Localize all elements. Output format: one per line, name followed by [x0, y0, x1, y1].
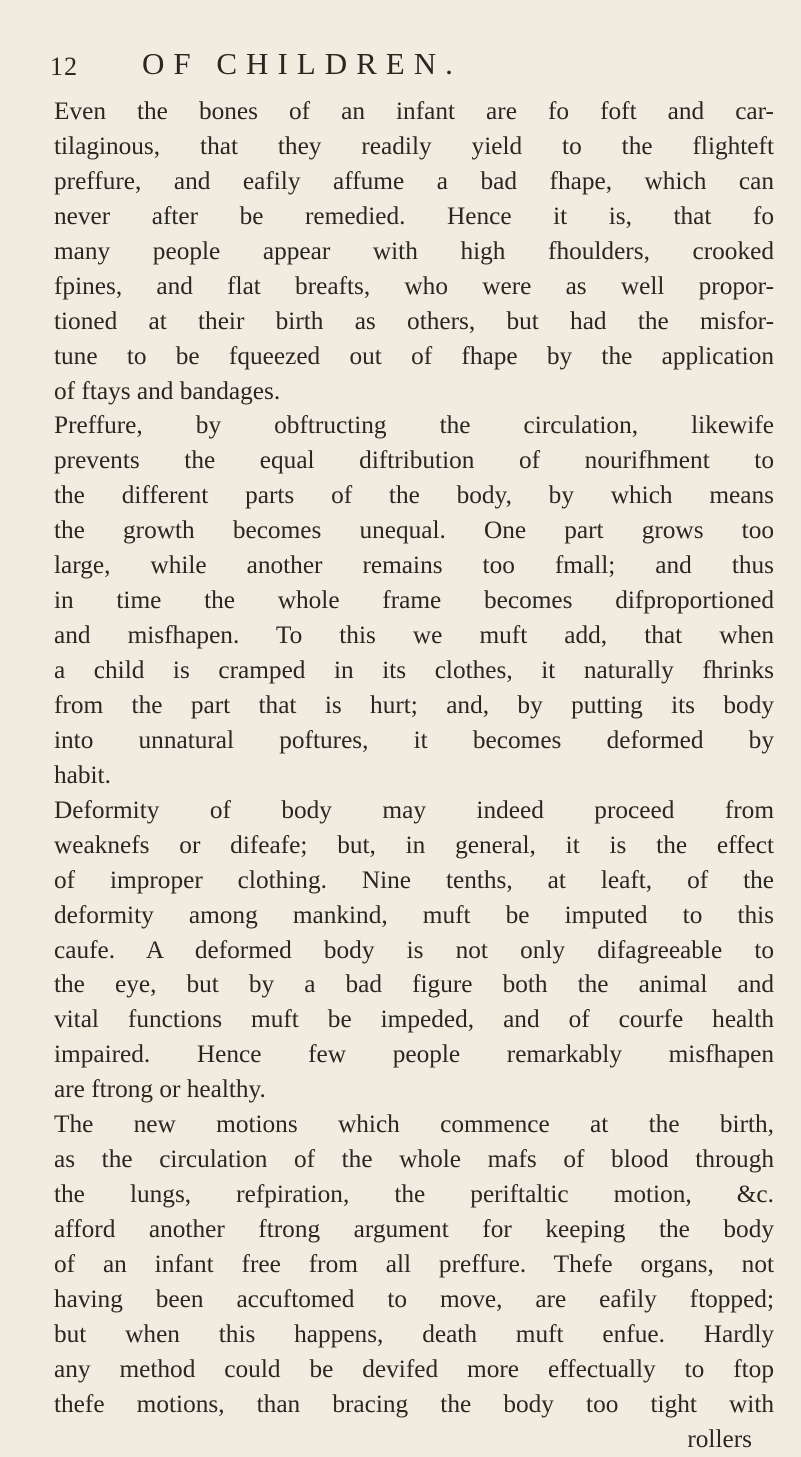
text-line: habit. [54, 760, 111, 789]
text-line: the lungs, refpiration, the periftaltic motion, &c. [54, 1180, 774, 1209]
text-line: the eye, but by a bad figure both the animal and [54, 970, 775, 999]
text-line: from the part that is hurt; and, by putting its body [54, 690, 774, 719]
text-line: of ftays and bandages. [54, 376, 281, 405]
text-line: impaired. Hence few people remarkably misfhapen [54, 1040, 774, 1069]
body-text [54, 94, 774, 1457]
page-header [50, 46, 770, 86]
text-line: and misfhapen. To this we muft add, that when [54, 621, 774, 650]
text-line: having been accuftomed to move, are eafily ftopped; [54, 1284, 774, 1313]
text-line: many people appear with high fhoulders, crooked [54, 236, 774, 265]
text-line: Preffure, by obftructing the circulation, likewife [54, 411, 774, 440]
text-line: of improper clothing. Nine tenths, at leaft, of the [54, 865, 774, 894]
text-line: as the circulation of the whole mafs of blood through [54, 1145, 774, 1174]
text-line: any method could be devifed more effectually to ftop [54, 1354, 774, 1383]
text-line: a child is cramped in its clothes, it naturally fhrinks [54, 656, 774, 684]
text-line: but when this happens, death muft enfue. Hardly [54, 1319, 774, 1348]
text-line: large, while another remains too fmall; and thus [54, 551, 774, 580]
text-line: Even the bones of an infant are fo foft and car- [54, 97, 774, 125]
text-line: The new motions which commence at the birth, [54, 1110, 774, 1139]
text-line: tune to be fqueezed out of fhape by the application [54, 341, 774, 370]
text-line: afford another ftrong argument for keeping the body [54, 1215, 774, 1243]
running-head: OF CHILDREN. [142, 46, 462, 81]
text-line: preffure, and eafily affume a bad fhape, which can [54, 166, 774, 195]
text-line: caufe. A deformed body is not only difagreeable to [54, 935, 774, 964]
text-line: are ftrong or healthy. [54, 1075, 266, 1104]
text-line: tilaginous, that they readily yield to the flighteft [54, 131, 774, 160]
text-line: the different parts of the body, by which means [54, 481, 774, 510]
text-line: thefe motions, than bracing the body too tight with [54, 1389, 774, 1418]
text-line: vital functions muft be impeded, and of courfe health [54, 1005, 774, 1034]
text-line: deformity among mankind, muft be imputed to this [54, 900, 774, 929]
catchword-line: rollers [687, 1424, 752, 1453]
text-line: prevents the equal diftribution of nourifhment to [54, 446, 774, 475]
text-line: never after be remedied. Hence it is, that fo [54, 201, 774, 230]
text-line: the growth becomes unequal. One part grows too [54, 516, 774, 545]
text-line: of an infant free from all preffure. Thefe organs, not [54, 1249, 774, 1278]
page-number: 12 [50, 52, 78, 81]
text-line: into unnatural poftures, it becomes deformed by [54, 725, 774, 754]
text-line: tioned at their birth as others, but had the misfor- [54, 306, 774, 335]
text-line: weaknefs or difeafe; but, in general, it is the effect [54, 830, 774, 859]
text-line: in time the whole frame becomes difproportioned [54, 586, 774, 615]
text-line: fpines, and flat breafts, who were as well propor- [54, 271, 774, 300]
text-line: Deformity of body may indeed proceed from [54, 795, 774, 824]
